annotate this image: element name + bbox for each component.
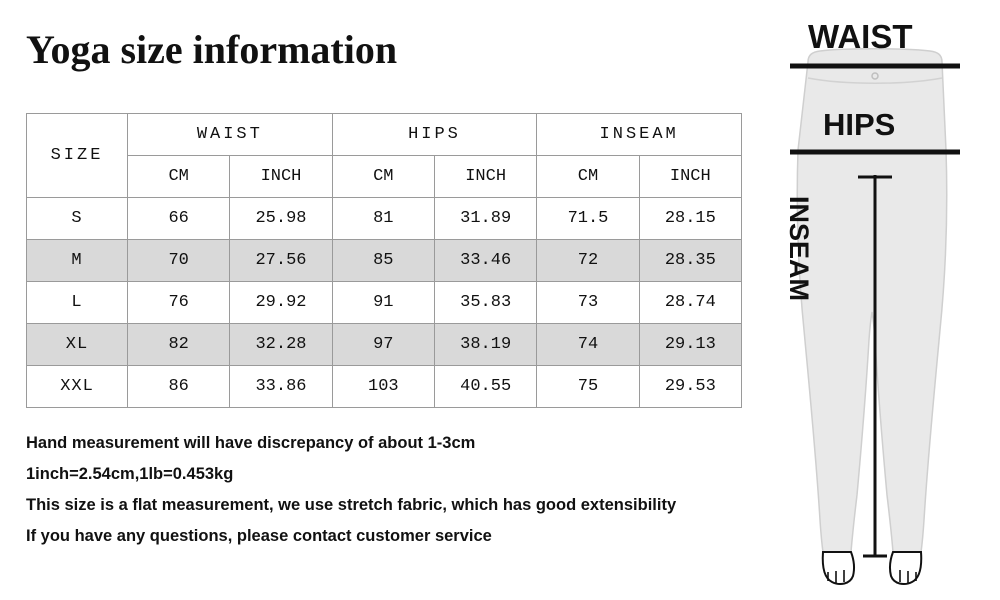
cell-hips-inch: 31.89 — [434, 198, 536, 240]
cell-waist-cm: 82 — [128, 324, 230, 366]
size-chart — [26, 113, 742, 408]
note-line: This size is a flat measurement, we use stretch fabric, which has good extensibility — [26, 496, 677, 514]
cell-inseam-inch: 29.13 — [639, 324, 741, 366]
table-row — [27, 366, 742, 408]
cell-inseam-inch: 28.15 — [639, 198, 741, 240]
cell-inseam-inch: 29.53 — [639, 366, 741, 408]
cell-size: M — [27, 240, 128, 282]
table-header-unit-inseam-inch: INCH — [639, 156, 741, 198]
page-title: Yoga size information — [26, 27, 398, 72]
cell-hips-inch: 33.46 — [434, 240, 536, 282]
cell-waist-inch: 25.98 — [230, 198, 332, 240]
leggings-measurement-illustration — [750, 0, 1000, 600]
hips-label: HIPS — [823, 107, 896, 142]
cell-waist-cm: 86 — [128, 366, 230, 408]
table-header-unit-hips-cm: CM — [332, 156, 434, 198]
cell-inseam-inch: 28.35 — [639, 240, 741, 282]
cell-hips-cm: 85 — [332, 240, 434, 282]
table-row — [27, 240, 742, 282]
cell-hips-cm: 81 — [332, 198, 434, 240]
cell-hips-cm: 103 — [332, 366, 434, 408]
table-header-unit-waist-cm: CM — [128, 156, 230, 198]
table-row — [27, 324, 742, 366]
note-line: 1inch=2.54cm,1lb=0.453kg — [26, 465, 234, 483]
cell-inseam-cm: 73 — [537, 282, 639, 324]
cell-size: L — [27, 282, 128, 324]
cell-hips-inch: 40.55 — [434, 366, 536, 408]
cell-inseam-cm: 74 — [537, 324, 639, 366]
table-row — [27, 198, 742, 240]
cell-waist-cm: 76 — [128, 282, 230, 324]
table-header-group-waist: WAIST — [128, 114, 333, 156]
table-header-row-units — [27, 156, 742, 198]
cell-size: XL — [27, 324, 128, 366]
cell-inseam-cm: 71.5 — [537, 198, 639, 240]
cell-hips-inch: 35.83 — [434, 282, 536, 324]
cell-waist-inch: 33.86 — [230, 366, 332, 408]
table-header-group-hips: HIPS — [332, 114, 537, 156]
cell-inseam-cm: 72 — [537, 240, 639, 282]
note-line: If you have any questions, please contact customer service — [26, 527, 492, 545]
note-line: Hand measurement will have discrepancy of about 1-3cm — [26, 434, 476, 452]
cell-size: XXL — [27, 366, 128, 408]
table-header-unit-waist-inch: INCH — [230, 156, 332, 198]
cell-hips-inch: 38.19 — [434, 324, 536, 366]
table-header-row-groups — [27, 114, 742, 156]
cell-waist-inch: 32.28 — [230, 324, 332, 366]
cell-hips-cm: 97 — [332, 324, 434, 366]
cell-hips-cm: 91 — [332, 282, 434, 324]
table-header-unit-inseam-cm: CM — [537, 156, 639, 198]
table-header-group-inseam: INSEAM — [537, 114, 742, 156]
notes-block — [26, 428, 816, 552]
size-table — [26, 113, 742, 408]
waist-label: WAIST — [808, 18, 913, 55]
cell-waist-inch: 29.92 — [230, 282, 332, 324]
table-header-size: SIZE — [27, 114, 128, 198]
cell-waist-cm: 66 — [128, 198, 230, 240]
cell-size: S — [27, 198, 128, 240]
cell-waist-cm: 70 — [128, 240, 230, 282]
cell-waist-inch: 27.56 — [230, 240, 332, 282]
table-row — [27, 282, 742, 324]
cell-inseam-inch: 28.74 — [639, 282, 741, 324]
cell-inseam-cm: 75 — [537, 366, 639, 408]
table-header-unit-hips-inch: INCH — [434, 156, 536, 198]
inseam-label: INSEAM — [784, 196, 814, 302]
